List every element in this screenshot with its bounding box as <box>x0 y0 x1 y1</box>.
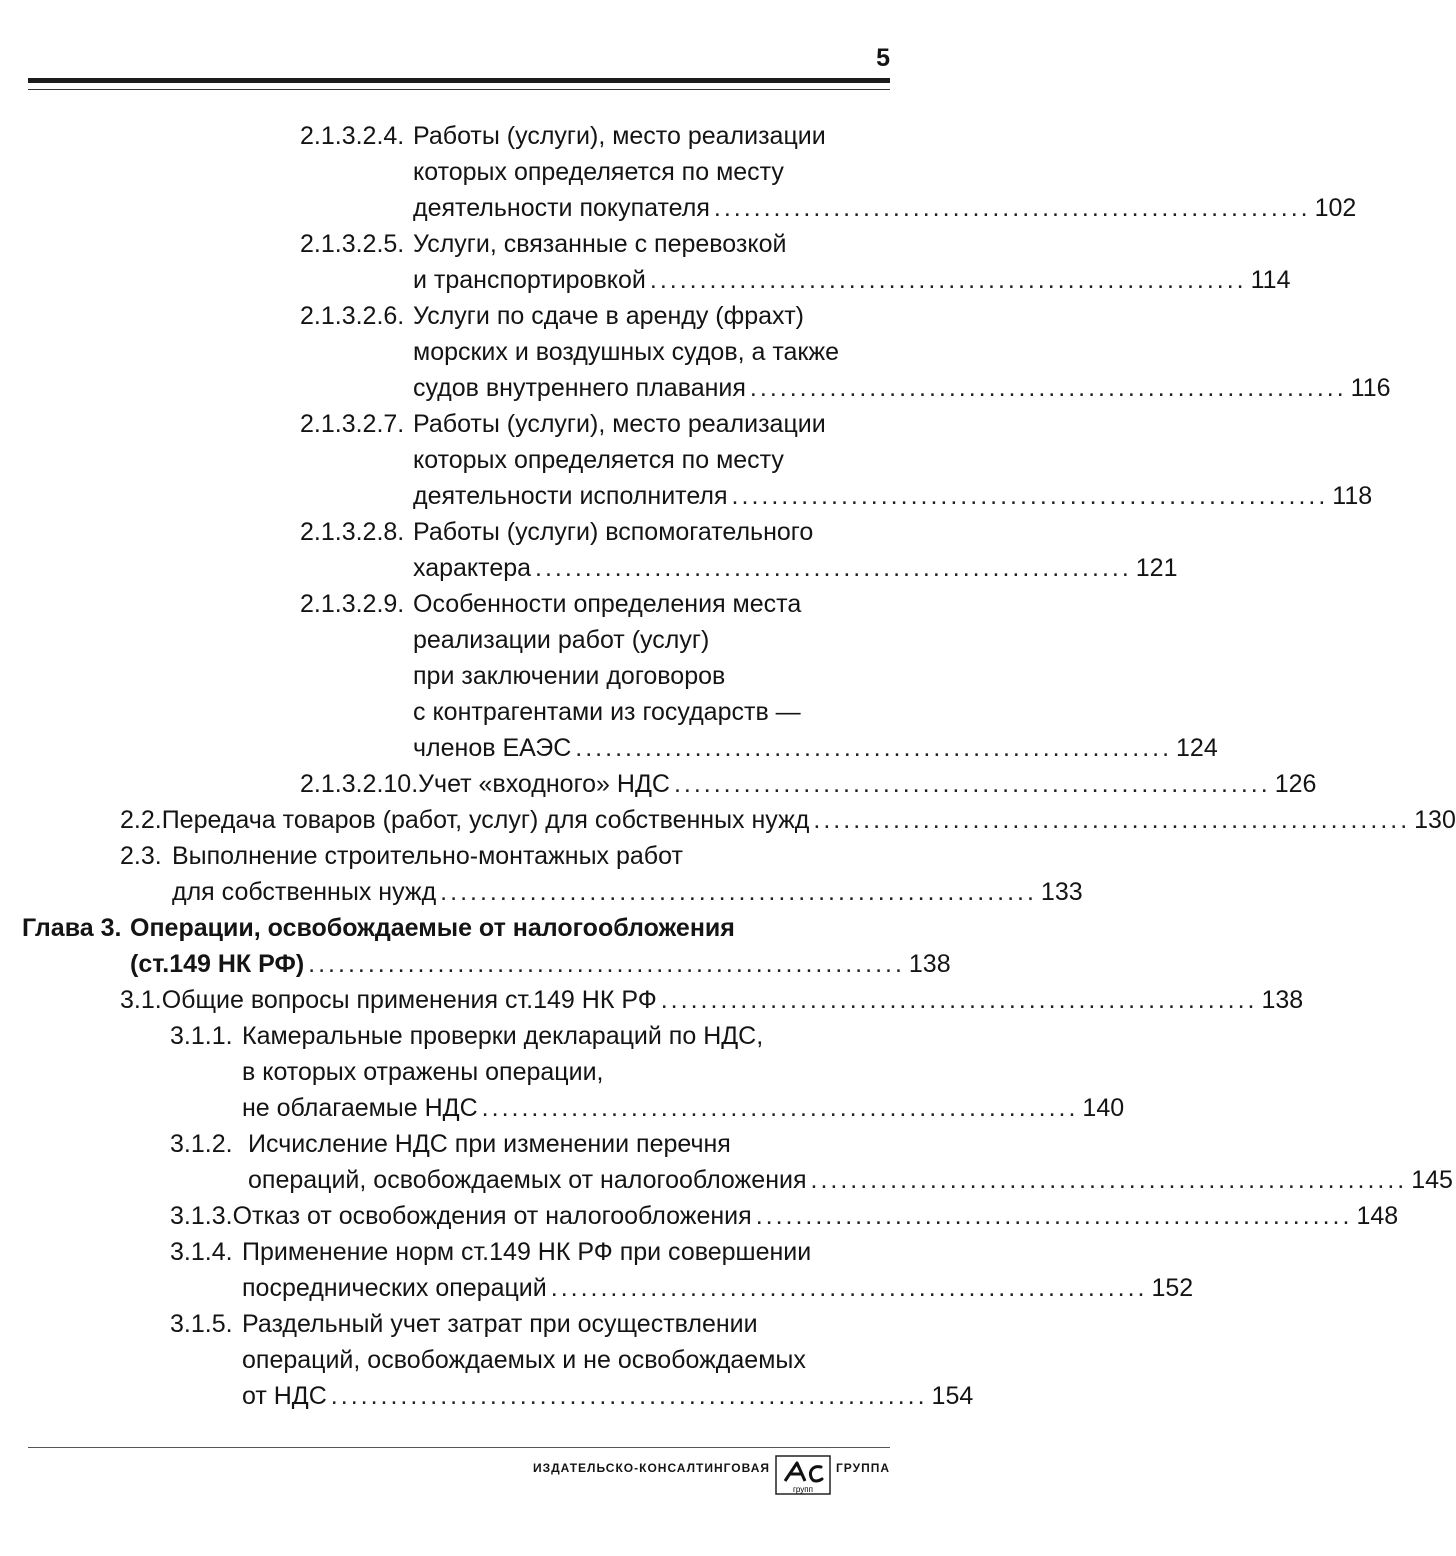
toc-line <box>242 1054 890 1090</box>
toc-number: 3.1.5. <box>170 1310 233 1338</box>
toc-number: 2.1.3.2.4. <box>300 122 405 150</box>
toc-leader: ............................................................ <box>813 806 1411 834</box>
toc-line <box>300 118 890 154</box>
toc-line <box>170 1306 890 1342</box>
toc-line <box>413 478 1373 514</box>
toc-chapter-line <box>22 910 890 946</box>
toc-text: Применение норм ст.149 НК РФ при совершении <box>242 1238 812 1266</box>
header-rule <box>28 78 890 83</box>
publisher-group: ГРУППА <box>836 1461 891 1475</box>
toc-number: 2.1.3.2.6. <box>300 302 405 330</box>
toc-text: Работы (услуги), место реализации <box>413 122 826 150</box>
toc-text: Исчисление НДС при изменении перечня <box>248 1130 731 1158</box>
toc-leader: ............................................................ <box>660 986 1258 1014</box>
toc-leader: ............................................................ <box>673 770 1271 798</box>
toc-page: 126 <box>1274 770 1317 798</box>
toc-line <box>413 334 890 370</box>
toc-leader: ............................................................ <box>550 1274 1148 1302</box>
header-rule-thin <box>28 89 890 90</box>
toc-text: Общие вопросы применения ст.149 НК РФ <box>161 986 657 1014</box>
toc-number: 2.2. <box>120 806 162 834</box>
toc-line <box>413 442 890 478</box>
toc-leader: ............................................................ <box>535 554 1132 582</box>
toc-line <box>170 1198 1399 1234</box>
toc-line <box>300 226 890 262</box>
toc-page: 118 <box>1332 482 1373 510</box>
toc-line <box>242 1270 1194 1306</box>
toc-number: 2.1.3.2.8. <box>300 518 405 546</box>
toc-text: Работы (услуги) вспомогательного <box>413 518 814 546</box>
toc-text: для собственных нужд <box>172 878 437 906</box>
toc-number: 2.1.3.2.7. <box>300 410 405 438</box>
toc-page: 148 <box>1356 1202 1399 1230</box>
logo-caption: групп <box>793 1485 813 1494</box>
toc-page: 138 <box>908 950 951 978</box>
toc-text: членов ЕАЭС <box>413 734 572 762</box>
toc-line <box>300 586 890 622</box>
toc-number: 2.1.3.2.10. <box>300 770 419 798</box>
toc-line <box>170 1018 890 1054</box>
toc-number: 2.1.3.2.5. <box>300 230 405 258</box>
toc-line <box>413 370 1391 406</box>
toc-leader: ............................................................ <box>810 1166 1408 1194</box>
footer-rule <box>28 1447 890 1448</box>
toc-text: при заключении договоров <box>413 662 726 690</box>
toc-number: 3.1.3. <box>170 1202 233 1230</box>
toc-text: посреднических операций <box>242 1274 547 1302</box>
toc-number: 3.1.1. <box>170 1022 233 1050</box>
toc-page: 102 <box>1314 194 1357 222</box>
toc-line <box>413 694 890 730</box>
toc-page: 152 <box>1151 1274 1194 1302</box>
toc-number: 3.1.4. <box>170 1238 233 1266</box>
toc-text: которых определяется по месту <box>413 446 784 474</box>
toc-number: 3.1.2. <box>170 1130 233 1158</box>
toc-page: 121 <box>1135 554 1178 582</box>
toc-text: и транспортировкой <box>413 266 646 294</box>
toc-line <box>300 514 890 550</box>
toc-page: 116 <box>1350 374 1391 402</box>
toc-number: 2.1.3.2.9. <box>300 590 405 618</box>
toc-page: 130 <box>1414 806 1456 834</box>
toc-line <box>242 1342 890 1378</box>
toc-line <box>413 622 890 658</box>
toc-text: деятельности исполнителя <box>413 482 728 510</box>
toc-number: 3.1. <box>120 986 162 1014</box>
toc-leader: ............................................................ <box>440 878 1037 906</box>
toc-text: Передача товаров (работ, услуг) для собственных нужд <box>161 806 810 834</box>
toc-page: 114 <box>1250 266 1291 294</box>
toc-text: Отказ от освобождения от налогообложения <box>232 1202 752 1230</box>
toc-leader: ............................................................ <box>330 1382 928 1410</box>
toc-leader: ............................................................ <box>731 482 1329 510</box>
toc-line <box>413 262 1291 298</box>
toc-chapter-line <box>130 946 951 982</box>
publisher-name: ИЗДАТЕЛЬСКО-КОНСАЛТИНГОВАЯ <box>532 1461 770 1475</box>
toc-line <box>120 982 1304 1018</box>
toc-leader: ............................................................ <box>575 734 1173 762</box>
toc-text: от НДС <box>242 1382 327 1410</box>
toc-page: 124 <box>1176 734 1218 762</box>
toc-line <box>242 1090 1125 1126</box>
toc-text: Раздельный учет затрат при осуществлении <box>242 1310 758 1338</box>
toc-text: Работы (услуги), место реализации <box>413 410 826 438</box>
toc-number: 2.3. <box>120 842 162 870</box>
toc-text: деятельности покупателя <box>413 194 710 222</box>
toc-line <box>120 802 1456 838</box>
toc-line <box>170 1234 890 1270</box>
toc-page: 154 <box>931 1382 974 1410</box>
toc-line <box>248 1162 1453 1198</box>
toc-line <box>172 874 1083 910</box>
toc-line <box>300 766 1317 802</box>
toc-text: судов внутреннего плавания <box>413 374 746 402</box>
publisher-logo-icon <box>775 1455 831 1495</box>
toc-leader: ............................................................ <box>481 1094 1079 1122</box>
toc-leader: ............................................................ <box>749 374 1347 402</box>
toc-text: (ст.149 НК РФ) <box>130 950 305 978</box>
toc-text: Учет «входного» НДС <box>418 770 670 798</box>
toc-line <box>413 190 1357 226</box>
toc-leader: ............................................................ <box>308 950 905 978</box>
page-number: 5 <box>876 44 890 72</box>
toc-page: 145 <box>1411 1166 1453 1194</box>
toc-leader: ............................................................ <box>649 266 1247 294</box>
toc-number: Глава 3. <box>22 914 122 942</box>
toc-text: Особенности определения места <box>413 590 802 618</box>
toc-line <box>413 658 890 694</box>
toc-line <box>170 1126 890 1162</box>
toc-page: 140 <box>1082 1094 1125 1122</box>
toc-line <box>300 298 890 334</box>
toc-page: 138 <box>1261 986 1304 1014</box>
toc-text: Операции, освобождаемые от налогообложения <box>130 914 735 942</box>
toc-line <box>413 550 1178 586</box>
toc-text: Выполнение строительно-монтажных работ <box>172 842 683 870</box>
toc-text: которых определяется по месту <box>413 158 784 186</box>
toc-text: реализации работ (услуг) <box>413 626 710 654</box>
toc-text: Услуги, связанные с перевозкой <box>413 230 787 258</box>
toc-text: операций, освобождаемых и не освобождаемых <box>242 1346 806 1374</box>
toc-text: морских и воздушных судов, а также <box>413 338 839 366</box>
toc-text: Услуги по сдаче в аренду (фрахт) <box>413 302 805 330</box>
toc-text: с контрагентами из государств — <box>413 698 801 726</box>
toc-text: в которых отражены операции, <box>242 1058 604 1086</box>
toc-line <box>413 730 1218 766</box>
toc-text: операций, освобождаемых от налогообложения <box>248 1166 807 1194</box>
toc-text: не облагаемые НДС <box>242 1094 478 1122</box>
toc-leader: ............................................................ <box>713 194 1311 222</box>
toc-text: характера <box>413 554 532 582</box>
toc-line <box>413 154 890 190</box>
toc-line <box>242 1378 974 1414</box>
toc-page: 133 <box>1040 878 1083 906</box>
toc-text: Камеральные проверки деклараций по НДС, <box>242 1022 764 1050</box>
toc-line <box>120 838 890 874</box>
toc-leader: ............................................................ <box>755 1202 1353 1230</box>
toc-line <box>300 406 890 442</box>
